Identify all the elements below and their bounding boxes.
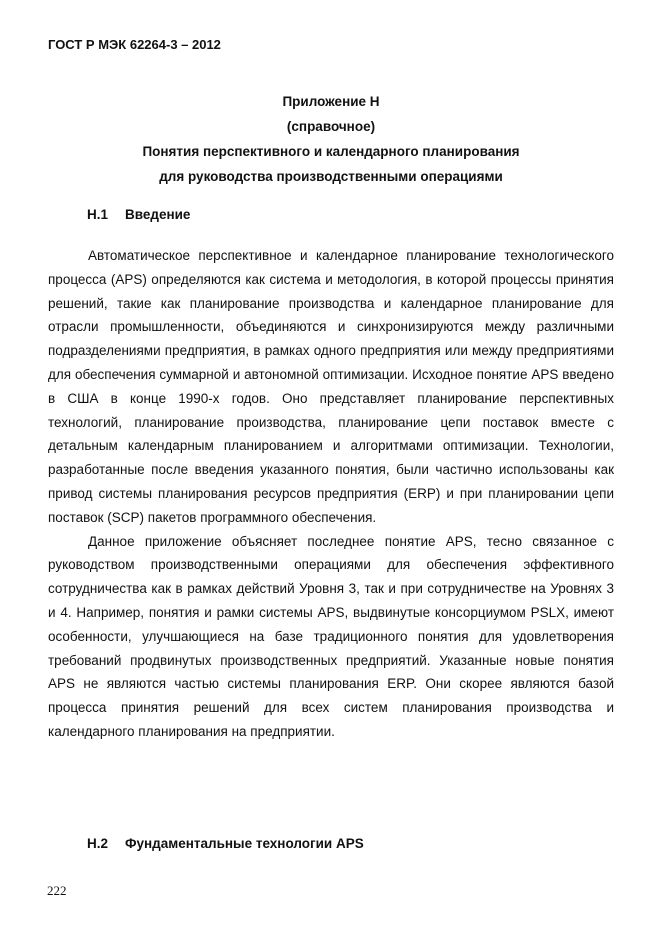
section-title: Введение: [125, 207, 191, 222]
section-number: Н.1: [87, 207, 109, 222]
section-number: Н.2: [87, 836, 109, 851]
section-heading-aps-technologies: [87, 836, 364, 851]
appendix-subtitle-line2: для руководства производственными операциями: [159, 169, 503, 184]
paragraph: Данное приложение объясняет последнее понятие APS, тесно связанное с руководством производственными операциями для обеспечения эффективного сотрудничества как в рамках действий Уровня 3, так и при сотрудничестве на Уровнях 3 и 4. Например, понятия и рамки системы APS, выдвинутые консорциумом PSLX, имеют особенности, улучшающиеся на базе традиционного понятия для удовлетворения требований продвинутых производственных предприятий. Указанные новые понятия APS не являются частью системы планирования ERP. Они скорее являются базой процесса принятия решений для всех систем планирования производства и календарного планирования на предприятии.: [48, 533, 614, 739]
page-number: 222: [47, 883, 67, 898]
section-heading-introduction: [87, 207, 190, 222]
appendix-title-block: [0, 89, 662, 189]
appendix-title: Приложение Н: [282, 94, 380, 109]
appendix-type: (справочное): [286, 119, 376, 134]
document-code-header: ГОСТ Р МЭК 62264-3 – 2012: [48, 37, 221, 52]
section-title: Фундаментальные технологии APS: [125, 836, 364, 851]
body-text: [48, 244, 614, 744]
paragraph: Автоматическое перспективное и календарное планирование технологического процесса (APS) определяются как система и методология, в которой процессы принятия решений, такие как планирование производства и календарное планирование для отрасли промышленности, объединяются и синхронизируются между различными подразделениями предприятия, в рамках одного предприятия или между предприятиями для обеспечения суммарной и автономной оптимизации. Исходное понятие APS введено в США в конце 1990-х годов. Оно представляет планирование перспективных технологий, планирование производства, планирование цепи поставок вместе с детальным календарным планированием и алгоритмами оптимизации. Технологии, разработанные после введения указанного понятия, были частично использованы как привод системы планирования ресурсов предприятия (ERP) и при планировании цепи поставок (SCP) пакетов программного обеспечения.: [48, 248, 614, 525]
appendix-subtitle-line1: Понятия перспективного и календарного планирования: [142, 144, 520, 159]
